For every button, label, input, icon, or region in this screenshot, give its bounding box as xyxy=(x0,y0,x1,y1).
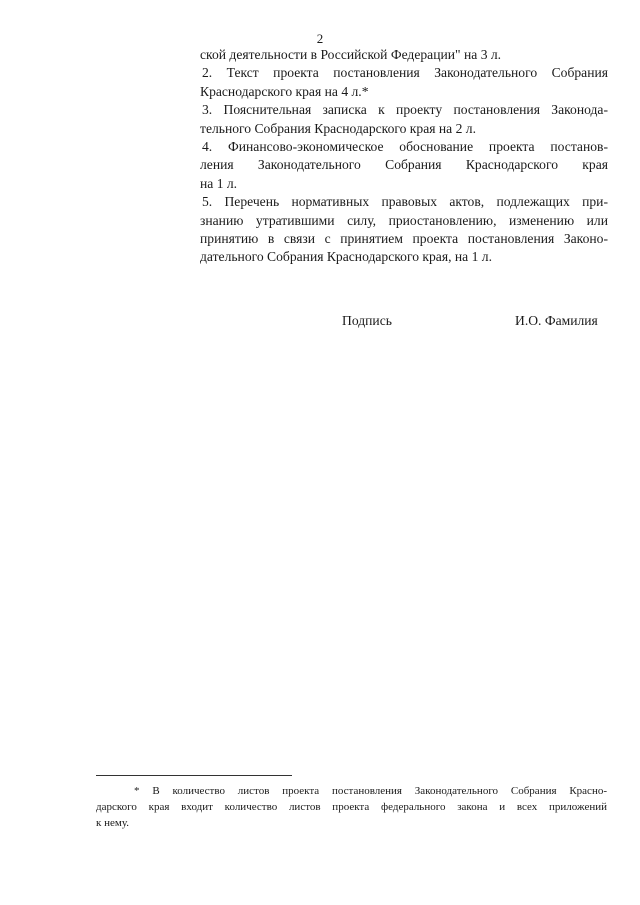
document-body xyxy=(200,46,608,267)
body-line: ской деятельности в Российской Федерации" на 3 л. xyxy=(200,47,502,62)
signature-label: Подпись xyxy=(342,313,392,328)
body-line: тельного Собрания Краснодарского края на 2 л. xyxy=(200,120,476,136)
body-line: дательного Собрания Краснодарского края, на 1 л. xyxy=(200,249,492,265)
signatory-name: И.О. Фамилия xyxy=(515,313,598,328)
body-line: 2. Текст проекта постановления Законодательного Собрания xyxy=(202,65,608,81)
body-line: 4. Финансово-экономическое обоснование проекта постанов- xyxy=(202,139,608,155)
body-line: 3. Пояснительная записка к проекту постановления Законода- xyxy=(202,102,608,118)
footnote-line: к нему. xyxy=(96,817,129,829)
footnote-line: * В количество листов проекта постановления Законодательного Собрания Красно- xyxy=(134,785,607,797)
footnote xyxy=(96,783,607,831)
footnote-line: дарского края входит количество листов проекта федерального закона и всех приложений xyxy=(96,801,607,813)
body-line: принятию в связи с принятием проекта постановления Законо- xyxy=(200,231,608,247)
body-line: 5. Перечень нормативных правовых актов, подлежащих при- xyxy=(202,194,608,210)
body-line: на 1 л. xyxy=(200,175,238,191)
footnote-divider xyxy=(96,775,292,776)
body-line: знанию утратившими силу, приостановлению, изменению или xyxy=(200,212,608,228)
body-line: Краснодарского края на 4 л.* xyxy=(200,83,369,99)
body-line: ления Законодательного Собрания Краснодарского края xyxy=(200,157,608,173)
page-number: 2 xyxy=(316,31,324,46)
